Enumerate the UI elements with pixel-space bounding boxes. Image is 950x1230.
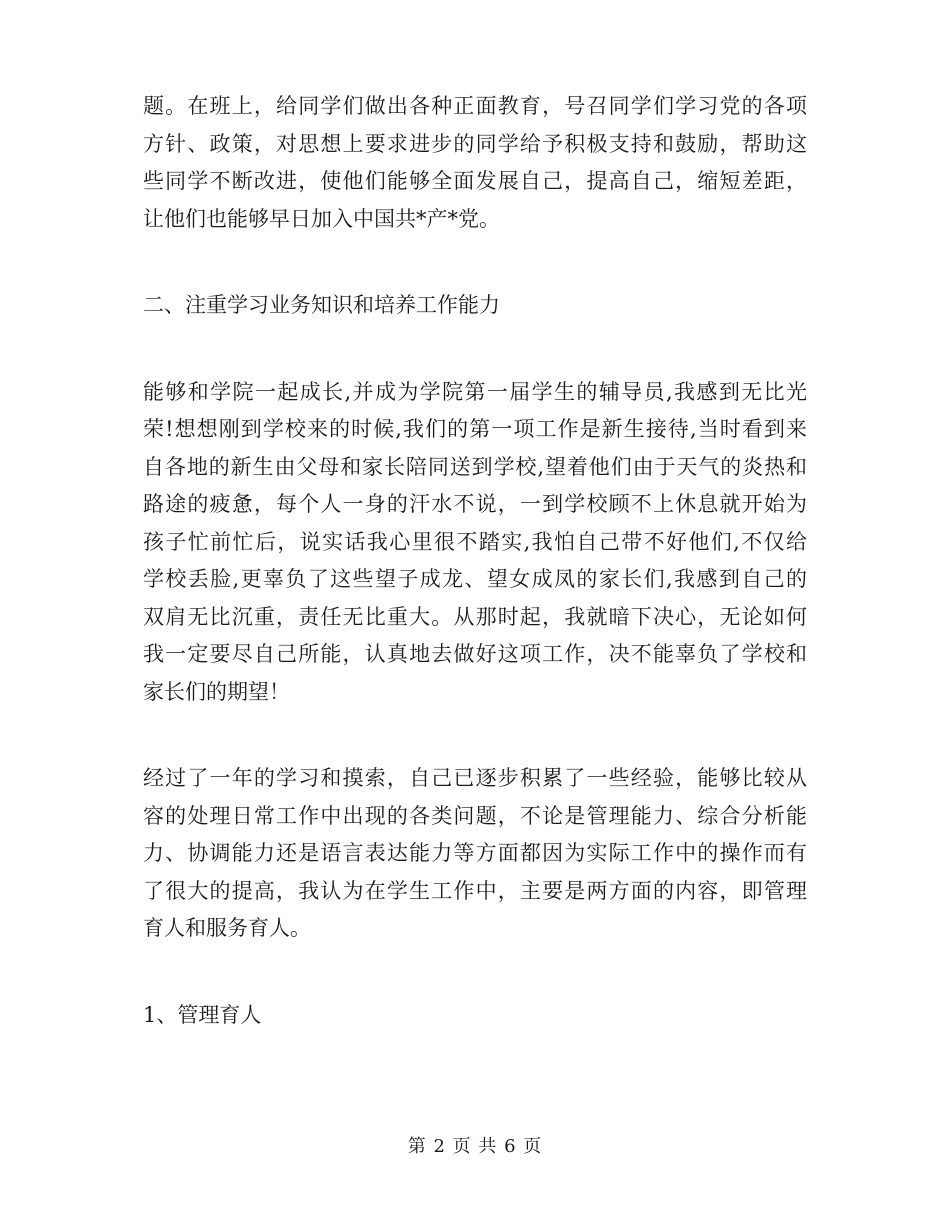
text-line: 学校丢脸,更辜负了这些望子成龙、望女成凤的家长们,我感到自己的 xyxy=(143,567,807,591)
text-line: 些同学不断改进，使他们能够全面发展自己，提高自己，缩短差距， xyxy=(143,169,807,193)
heading-text: 1、管理育人 xyxy=(143,1002,262,1027)
text-line: 能够和学院一起成长,并成为学院第一届学生的辅导员,我感到无比光 xyxy=(143,379,807,404)
text-line: 路途的疲惫，每个人一身的汗水不说，一到学校顾不上休息就开始为 xyxy=(143,492,807,516)
text-line: 我一定要尽自己所能，认真地去做好这项工作，决不能辜负了学校和 xyxy=(143,642,807,666)
text-line: 方针、政策，对思想上要求进步的同学给予积极支持和鼓励，帮助这 xyxy=(143,131,807,156)
heading-text: 二、注重学习业务知识和培养工作能力 xyxy=(143,293,500,317)
page-footer: 第 2 页 共 6 页 xyxy=(407,1136,543,1157)
text-line: 让他们也能够早日加入中国共*产*党。 xyxy=(143,206,500,231)
document-body xyxy=(143,88,807,1034)
text-line: 经过了一年的学习和摸索，自己已逐步积累了一些经验，能够比较从 xyxy=(143,766,807,790)
text-line: 力、协调能力还是语言表达能力等方面都因为实际工作中的操作而有 xyxy=(143,841,807,865)
text-line: 孩子忙前忙后，说实话我心里很不踏实,我怕自己带不好他们,不仅给 xyxy=(143,529,807,554)
text-line: 了很大的提高，我认为在学生工作中，主要是两方面的内容，即管理 xyxy=(143,878,807,903)
paragraph-party-education xyxy=(143,88,807,238)
paragraph-growth xyxy=(143,374,807,712)
text-line: 容的处理日常工作中出现的各类问题，不论是管理能力、综合分析能 xyxy=(143,803,807,828)
text-line: 自各地的新生由父母和家长陪同送到学校,望着他们由于天气的炎热和 xyxy=(143,454,807,479)
text-line: 题。在班上，给同学们做出各种正面教育，号召同学们学习党的各项 xyxy=(143,94,807,118)
text-line: 荣!想想刚到学校来的时候,我们的第一项工作是新生接待,当时看到来 xyxy=(143,417,807,441)
text-line: 双肩无比沉重，责任无比重大。从那时起，我就暗下决心，无论如何 xyxy=(143,604,807,629)
subsection-heading xyxy=(143,997,807,1035)
text-line: 育人和服务育人。 xyxy=(143,916,311,940)
section-heading xyxy=(143,287,807,325)
text-line: 家长们的期望！ xyxy=(143,679,290,704)
paragraph-experience xyxy=(143,760,807,948)
